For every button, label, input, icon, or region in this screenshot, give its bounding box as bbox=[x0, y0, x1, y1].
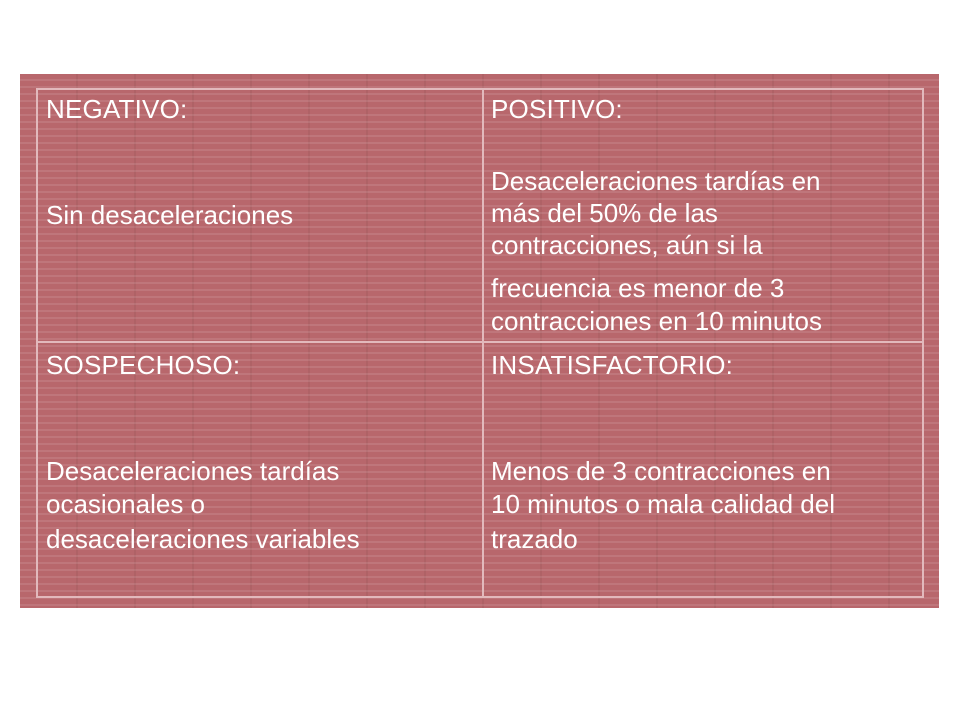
positive-body-line: frecuencia es menor de 3 bbox=[491, 273, 785, 303]
negative-heading: NEGATIVO: bbox=[46, 94, 188, 124]
unsatisfactory-body-line: Menos de 3 contracciones en bbox=[491, 456, 831, 486]
positive-body-line: más del 50% de las bbox=[491, 198, 718, 228]
unsatisfactory-body-line: 10 minutos o mala calidad del bbox=[491, 489, 835, 519]
negative-body-line: Sin desaceleraciones bbox=[46, 200, 294, 230]
suspicious-body-line: Desaceleraciones tardías bbox=[46, 456, 340, 486]
positive-heading: POSITIVO: bbox=[491, 94, 623, 124]
unsatisfactory-heading: INSATISFACTORIO: bbox=[491, 350, 734, 380]
suspicious-body-line: desaceleraciones variables bbox=[46, 524, 360, 554]
suspicious-body-line: ocasionales o bbox=[46, 489, 205, 519]
positive-body-line: contracciones, aún si la bbox=[491, 230, 763, 260]
column-divider bbox=[482, 90, 484, 596]
row-divider bbox=[38, 341, 922, 343]
unsatisfactory-body-line: trazado bbox=[491, 524, 578, 554]
positive-body-line: contracciones en 10 minutos bbox=[491, 306, 822, 336]
classification-table bbox=[36, 88, 924, 598]
suspicious-heading: SOSPECHOSO: bbox=[46, 350, 241, 380]
positive-body-line: Desaceleraciones tardías en bbox=[491, 166, 821, 196]
